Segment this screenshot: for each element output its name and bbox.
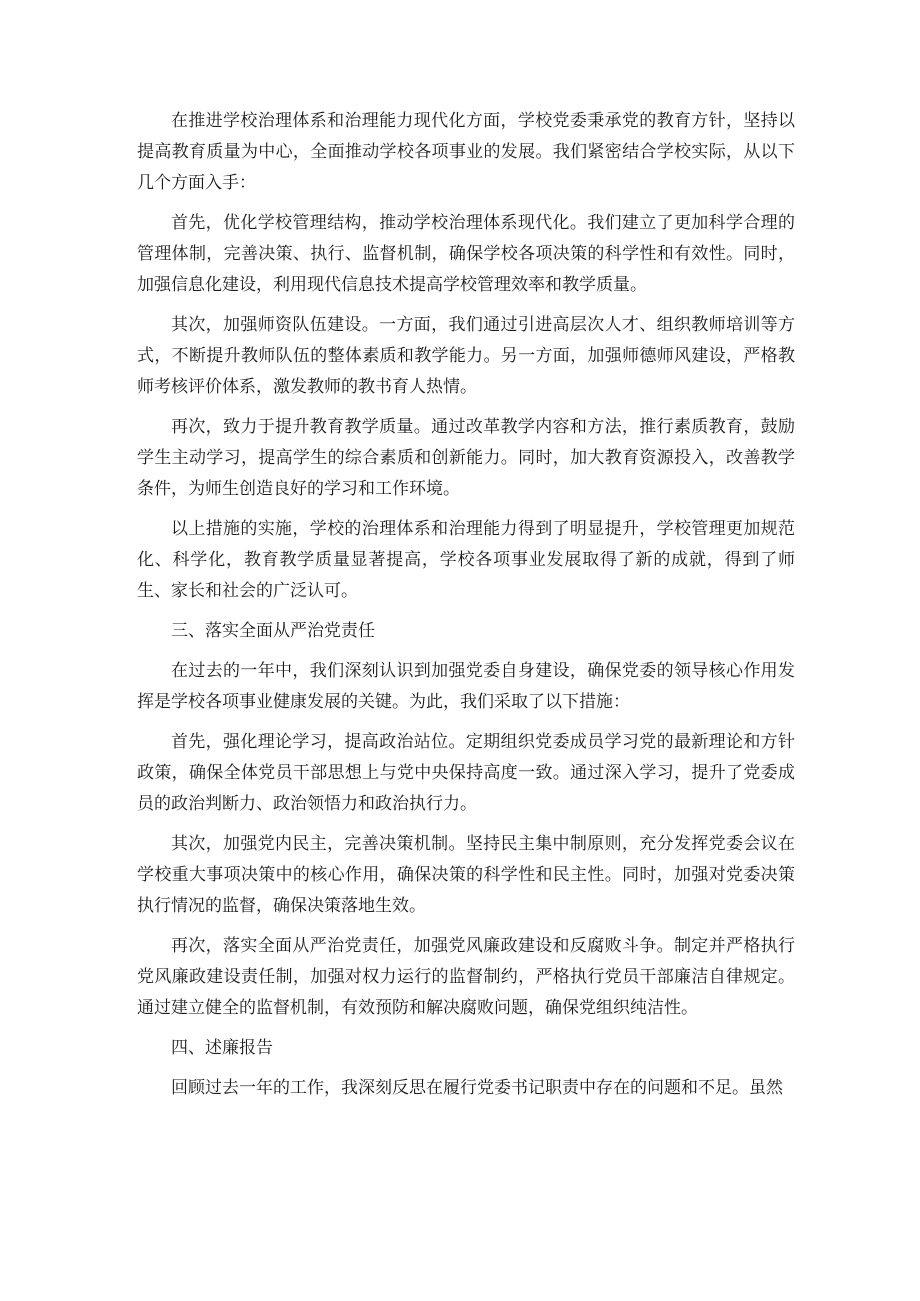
paragraph: 在推进学校治理体系和治理能力现代化方面，学校党委秉承党的教育方针，坚持以提高教育质量为中心，全面推动学校各项事业的发展。我们紧密结合学校实际，从以下几个方面入手： <box>137 111 795 193</box>
paragraph: 其次，加强师资队伍建设。一方面，我们通过引进高层次人才、组织教师培训等方式，不断提升教师队伍的整体素质和教学能力。另一方面，加强师德师风建设，严格教师考核评价体系，激发教师的教书育人热情。 <box>137 315 795 397</box>
paragraph: 回顾过去一年的工作，我深刻反思在履行党委书记职责中存在的问题和不足。虽然 <box>171 1078 783 1098</box>
paragraph: 其次，加强党内民主，完善决策机制。坚持民主集中制原则，充分发挥党委会议在学校重大事项决策中的核心作用，确保决策的科学性和民主性。同时，加强对党委决策执行情况的监督，确保决策落地生效。 <box>137 834 795 916</box>
document-body <box>137 106 795 1113</box>
paragraph: 再次，落实全面从严治党责任，加强党风廉政建设和反腐败斗争。制定并严格执行党风廉政建设责任制，加强对权力运行的监督制约，严格执行党员干部廉洁自律规定。通过建立健全的监督机制，有效预防和解决腐败问题，确保党组织纯洁性。 <box>137 936 795 1018</box>
section-heading: 四、述廉报告 <box>171 1038 273 1058</box>
paragraph: 再次，致力于提升教育教学质量。通过改革教学内容和方法，推行素质教育，鼓励学生主动学习，提高学生的综合素质和创新能力。同时，加大教育资源投入，改善教学条件，为师生创造良好的学习和工作环境。 <box>137 417 795 499</box>
paragraph: 首先，强化理论学习，提高政治站位。定期组织党委成员学习党的最新理论和方针政策，确保全体党员干部思想上与党中央保持高度一致。通过深入学习，提升了党委成员的政治判断力、政治领悟力和政治执行力。 <box>137 732 795 814</box>
paragraph: 以上措施的实施，学校的治理体系和治理能力得到了明显提升，学校管理更加规范化、科学化，教育教学质量显著提高，学校各项事业发展取得了新的成就，得到了师生、家长和社会的广泛认可。 <box>137 519 795 601</box>
paragraph: 首先，优化学校管理结构，推动学校治理体系现代化。我们建立了更加科学合理的管理体制，完善决策、执行、监督机制，确保学校各项决策的科学性和有效性。同时，加强信息化建设，利用现代信息技术提高学校管理效率和教学质量。 <box>137 213 795 295</box>
paragraph: 在过去的一年中，我们深刻认识到加强党委自身建设，确保党委的领导核心作用发挥是学校各项事业健康发展的关键。为此，我们采取了以下措施： <box>137 661 795 712</box>
section-heading: 三、落实全面从严治党责任 <box>171 621 375 641</box>
